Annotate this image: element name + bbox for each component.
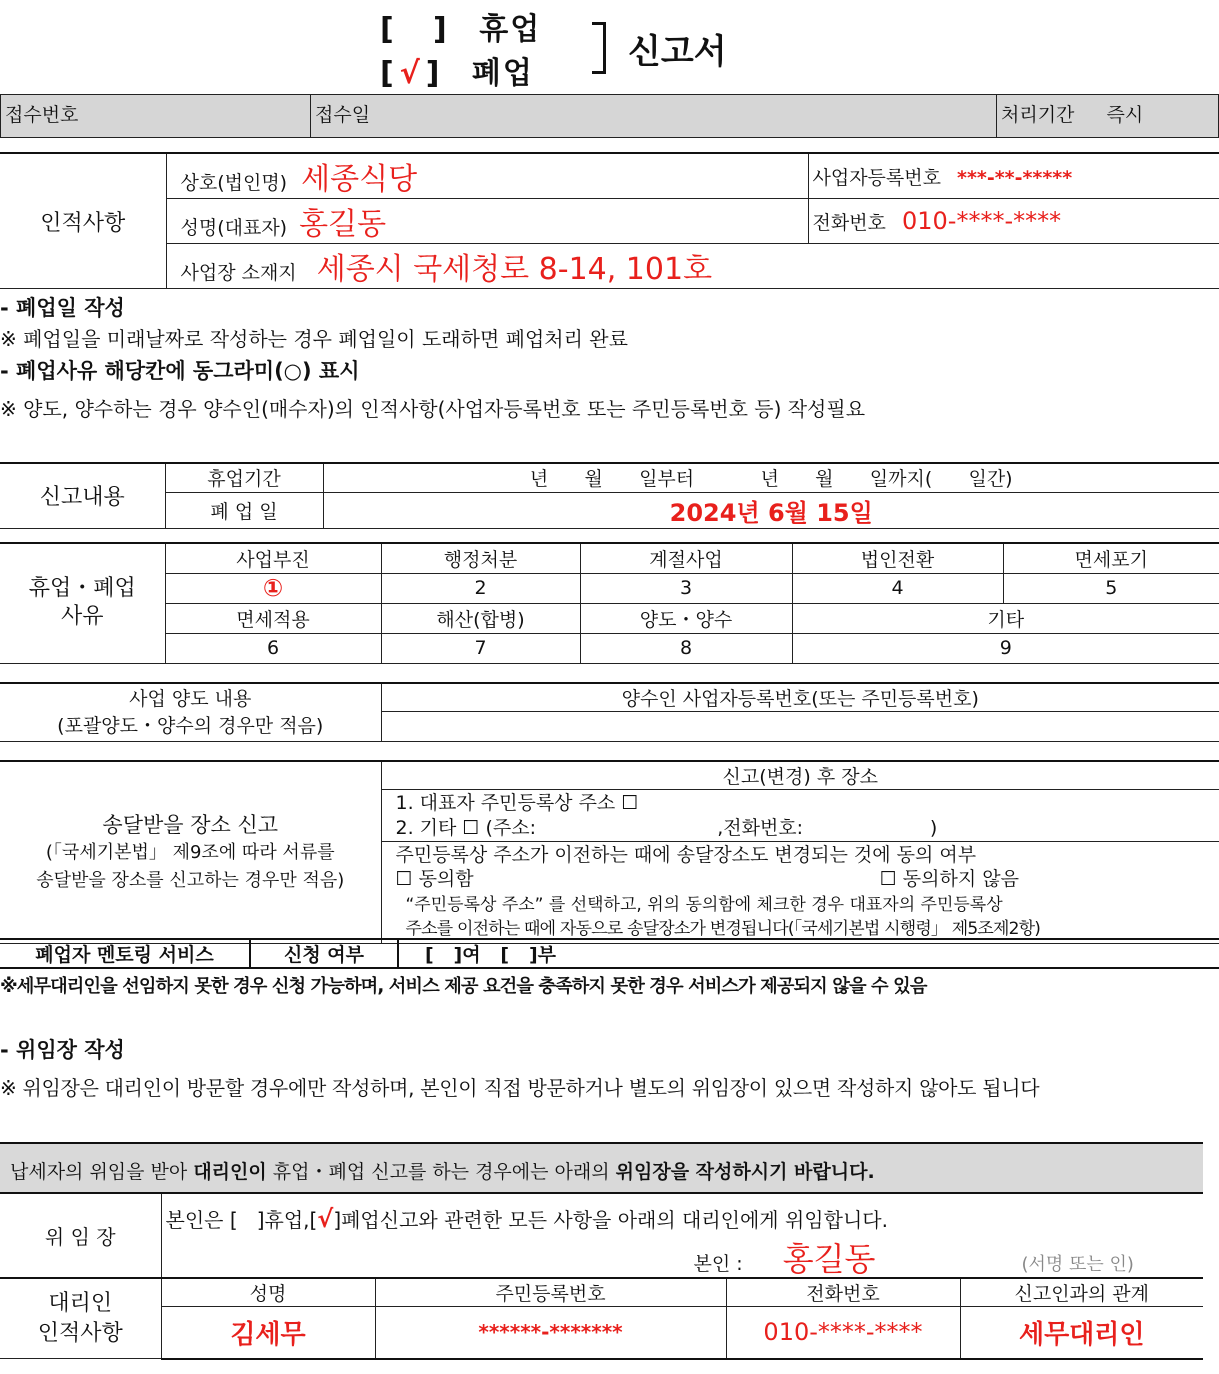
reason-9-label: 기타 (792, 603, 1219, 633)
representative-name-label: 성명(대표자) (180, 217, 288, 239)
proxy-banner-text-b: 대리인이 (193, 1161, 267, 1183)
proxy-statement-text (166, 1204, 1200, 1233)
closure-date-heading: - 폐업일 작성 (0, 296, 125, 320)
agent-phone-value[interactable]: 010-****-**** (726, 1307, 960, 1359)
delivery-consent-disagree[interactable]: ☐ 동의하지 않음 (879, 867, 1019, 890)
form-title (380, 4, 780, 90)
receipt-date-label: 접수일 (311, 95, 997, 138)
closure-checkbox-open: [ (380, 56, 396, 91)
business-address-label: 사업장 소재지 (180, 262, 297, 284)
mentoring-table (0, 938, 1219, 969)
company-name-value: 세종식당 (301, 162, 418, 197)
title-bracket (592, 22, 606, 74)
transferee-id-header: 양수인 사업자등록번호(또는 주민등록번호) (381, 683, 1219, 712)
reason-1-label: 사업부진 (165, 543, 381, 573)
report-content-label: 신고내용 (0, 463, 165, 528)
proxy-closure-check-mark[interactable]: √ (317, 1205, 334, 1233)
delivery-consent-options (396, 867, 1216, 891)
reason-4-label: 법인전환 (792, 543, 1003, 573)
delivery-consent (381, 842, 1219, 892)
agent-info-label (0, 1278, 161, 1359)
closure-reason-note: ※ 양도, 양수하는 경우 양수인(매수자)의 인적사항(사업자등록번호 또는 주민등록번호 등) 작성필요 (0, 397, 866, 421)
phone-field[interactable] (808, 199, 1219, 244)
closure-date-value[interactable]: 2024년 6월 15일 (323, 492, 1219, 528)
title-suspension-label: 휴업 (479, 12, 542, 47)
delivery-note-line1: “주민등록상 주소” 를 선택하고, 위의 동의함에 체크한 경우 대표자의 주민등록상 (405, 895, 1003, 916)
proxy-self-label: 본인 : (693, 1253, 743, 1275)
receipt-number-label: 접수번호 (1, 95, 311, 138)
proxy-banner-text-a: 납세자의 위임을 받아 (10, 1161, 194, 1183)
title-closure-label: 폐업 (471, 56, 534, 91)
agent-info-label-line1: 대리인 (48, 1290, 113, 1316)
business-registration-label: 사업자등록번호 (812, 166, 941, 189)
proxy-banner-text-d: 위임장을 작성하시기 바랍니다. (615, 1161, 875, 1183)
reason-8-label: 양도・양수 (580, 603, 792, 633)
agent-rrn-header: 주민등록번호 (375, 1278, 726, 1307)
agent-relation-header: 신고인과의 관계 (960, 1278, 1203, 1307)
suspension-checkbox[interactable]: [ ] (380, 12, 449, 47)
reason-9-number[interactable]: 9 (792, 633, 1219, 663)
report-content-table (0, 462, 1219, 529)
agent-relation-value[interactable]: 세무대리인 (960, 1307, 1203, 1359)
delivery-label-line2: (「국세기본법」 제9조에 따라 서류를 (45, 841, 335, 863)
reason-7-number[interactable]: 7 (381, 633, 580, 663)
transferee-id-input[interactable] (381, 712, 1219, 742)
proxy-banner (0, 1142, 1203, 1194)
phone-label: 전화번호 (812, 212, 886, 234)
reason-3-number[interactable]: 3 (580, 573, 792, 603)
delivery-label-line1: 송달받을 장소 신고 (102, 812, 279, 837)
delivery-place-header: 신고(변경) 후 장소 (381, 761, 1219, 790)
reason-3-label: 계절사업 (580, 543, 792, 573)
transfer-label (0, 683, 381, 742)
reason-7-label: 해산(합병) (381, 603, 580, 633)
reason-2-number[interactable]: 2 (381, 573, 580, 603)
proxy-statement (161, 1194, 1203, 1278)
title-line-closure (380, 48, 534, 92)
company-name-field[interactable] (166, 153, 808, 199)
reason-4-number[interactable]: 4 (792, 573, 1003, 603)
reason-6-label: 면세적용 (165, 603, 381, 633)
reason-5-number[interactable]: 5 (1003, 573, 1219, 603)
page-title: 신고서 (628, 32, 727, 72)
reason-1-number-circled[interactable]: ① (165, 573, 381, 603)
reason-6-number[interactable]: 6 (165, 633, 381, 663)
delivery-note-line2: 주소를 이전하는 때에 자동으로 송달장소가 변경됩니다(「국세기본법 시행령」 제5조제2항) (405, 919, 1041, 940)
company-name-label: 상호(법인명) (180, 172, 288, 194)
agent-name-value[interactable]: 김세무 (161, 1307, 375, 1359)
proxy-statement-a: 본인은 [ ]휴업,[ (165, 1208, 318, 1232)
transfer-label-line1: 사업 양도 내용 (129, 687, 252, 710)
reason-2-label: 행정처분 (381, 543, 580, 573)
closure-date-note: ※ 폐업일을 미래날짜로 작성하는 경우 폐업일이 도래하면 폐업처리 완료 (0, 327, 628, 351)
proxy-heading: - 위임장 작성 (0, 1038, 125, 1062)
closure-reason-label-line2: 사유 (60, 604, 104, 630)
mentoring-apply-label: 신청 여부 (250, 939, 398, 968)
phone-value: 010-****-**** (901, 207, 1062, 235)
closure-date-label: 폐 업 일 (165, 492, 323, 528)
representative-name-value: 홍길동 (299, 207, 387, 242)
proxy-self-sign (694, 1234, 1134, 1280)
mentoring-service-label: 폐업자 멘토링 서비스 (0, 939, 250, 968)
business-address-value: 세종시 국세청로 8-14, 101호 (316, 252, 713, 287)
proxy-label: 위 임 장 (0, 1194, 161, 1278)
delivery-label-line3: 송달받을 장소를 신고하는 경우만 적음) (36, 869, 345, 891)
delivery-option-resident-address[interactable]: 1. 대표자 주민등록상 주소 ☐ (395, 791, 639, 814)
delivery-options (381, 790, 1219, 842)
agent-phone-header: 전화번호 (726, 1278, 960, 1307)
closure-reason-label-line1: 휴업・폐업 (28, 576, 136, 602)
proxy-self-value[interactable]: 홍길동 (782, 1240, 876, 1278)
proxy-note: ※ 위임장은 대리인이 방문할 경우에만 작성하며, 본인이 직접 방문하거나 별도의 위임장이 있으면 작성하지 않아도 됩니다 (0, 1076, 1040, 1100)
mentoring-apply-options[interactable]: [ ]여 [ ]부 (398, 939, 1219, 968)
closure-checkbox-close: ] (425, 56, 442, 91)
processing-period-value: 즉시 (1106, 104, 1144, 126)
title-line-suspension (380, 4, 541, 48)
mentoring-note: ※세무대리인을 선임하지 못한 경우 신청 가능하며, 서비스 제공 요건을 충족하지 못한 경우 서비스가 제공되지 않을 수 있음 (0, 976, 927, 997)
reason-5-label: 면세포기 (1003, 543, 1219, 573)
representative-name-field[interactable] (166, 199, 808, 244)
reason-8-number[interactable]: 8 (580, 633, 792, 663)
closure-reason-table (0, 542, 1219, 664)
agent-rrn-value[interactable]: ******-******* (375, 1307, 726, 1359)
personal-info-table (0, 152, 1219, 289)
receipt-table (0, 94, 1219, 138)
suspension-period-label: 휴업기간 (165, 463, 323, 492)
agent-name-header: 성명 (161, 1278, 375, 1307)
business-registration-value: ***-**-***** (957, 166, 1073, 189)
business-registration-field[interactable] (808, 153, 1219, 199)
delivery-place-label (0, 761, 381, 944)
closure-check-mark[interactable]: √ (399, 56, 422, 91)
delivery-consent-question: 주민등록상 주소가 이전하는 때에 송달장소도 변경되는 것에 동의 여부 (395, 843, 977, 866)
transfer-table (0, 682, 1219, 742)
suspension-period-value[interactable]: 년 월 일부터 년 월 일까지( 일간) (323, 463, 1219, 492)
personal-section-label: 인적사항 (0, 153, 166, 289)
delivery-place-table (0, 760, 1219, 944)
proxy-banner-text-c: 휴업・폐업 신고를 하는 경우에는 아래의 (266, 1161, 616, 1183)
delivery-option-other[interactable]: 2. 기타 ☐ (주소: ,전화번호: ) (395, 816, 938, 839)
delivery-consent-agree[interactable]: ☐ 동의함 (395, 867, 474, 890)
proxy-statement-b: ]폐업신고와 관련한 모든 사항을 아래의 대리인에게 위임합니다. (333, 1208, 888, 1232)
closure-reason-heading: - 폐업사유 해당칸에 동그라미(○) 표시 (0, 359, 360, 383)
proxy-sign-hint: (서명 또는 인) (1021, 1254, 1134, 1275)
processing-period-label: 처리기간 (1001, 104, 1075, 126)
agent-info-label-line2: 인적사항 (37, 1320, 123, 1346)
transfer-label-line2: (포괄양도・양수의 경우만 적음) (57, 714, 324, 737)
proxy-table (0, 1194, 1203, 1360)
business-address-field[interactable] (166, 244, 1219, 289)
processing-period (997, 95, 1219, 138)
delivery-note (381, 892, 1219, 944)
closure-reason-label (0, 543, 165, 663)
